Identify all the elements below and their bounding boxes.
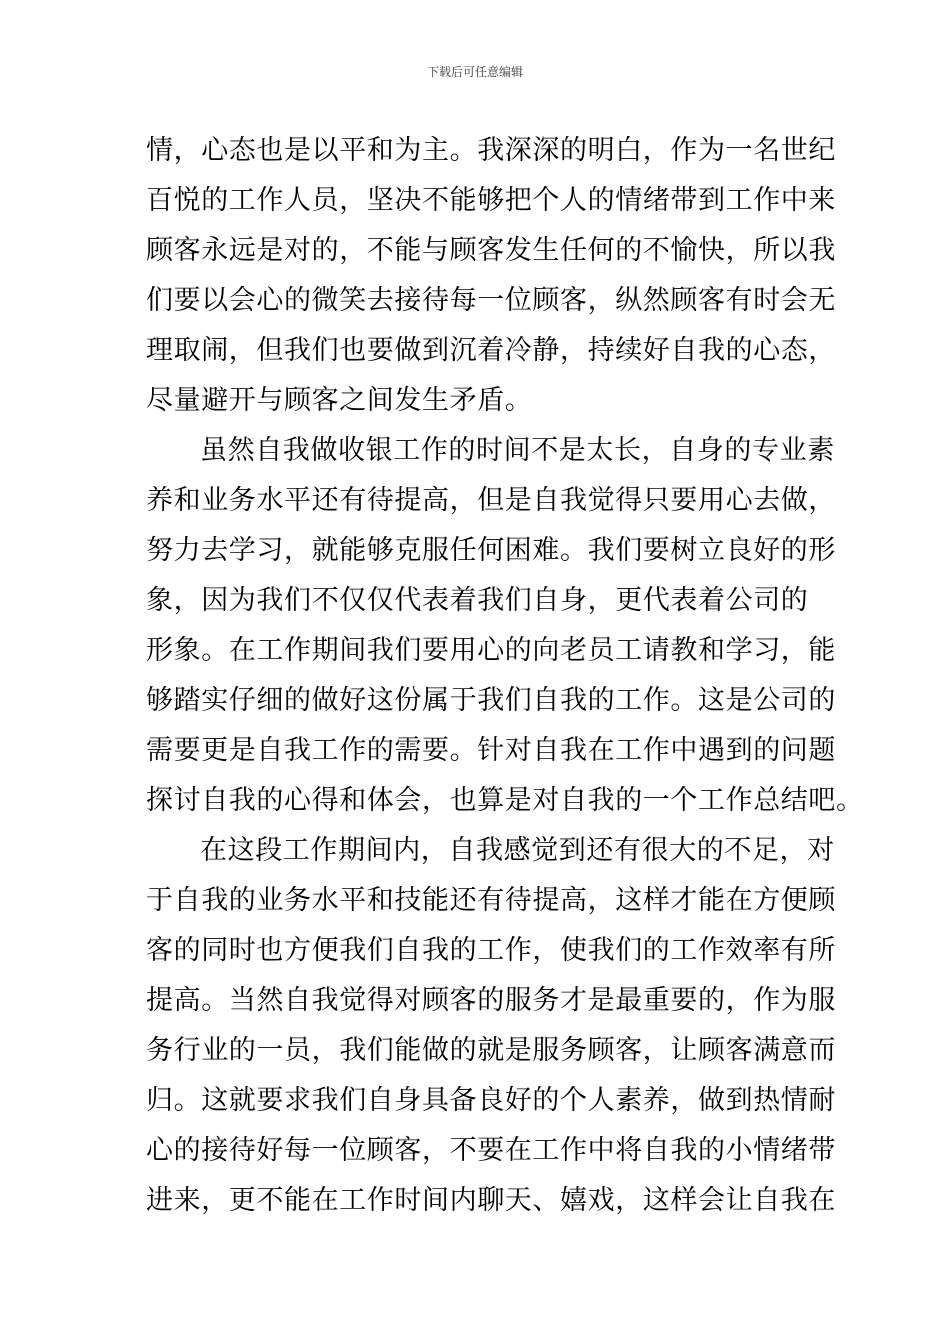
text-line: 于自我的业务水平和技能还有待提高，这样才能在方便顾 (146, 885, 836, 916)
text-line: 象，因为我们不仅仅代表着我们自身，更代表着公司的 (146, 585, 809, 616)
text-line: 归。这就要求我们自身具备良好的个人素养，做到热情耐 (146, 1085, 836, 1116)
text-line: 百悦的工作人员，坚决不能够把个人的情绪带到工作中来 (146, 185, 836, 216)
text-line: 努力去学习，就能够克服任何困难。我们要树立良好的形 (146, 535, 836, 566)
text-line: 形象。在工作期间我们要用心的向老员工请教和学习，能 (146, 635, 836, 666)
document-body (146, 126, 864, 1226)
text-line: 探讨自我的心得和体会，也算是对自我的一个工作总结吧。 (146, 785, 864, 816)
text-line: 客的同时也方便我们自我的工作，使我们的工作效率有所 (146, 935, 836, 966)
text-line: 进来，更不能在工作时间内聊天、嬉戏，这样会让自我在 (146, 1185, 836, 1216)
text-line: 理取闹，但我们也要做到沉着冷静，持续好自我的心态， (146, 335, 836, 366)
text-line: 提高。当然自我觉得对顾客的服务才是最重要的，作为服 (146, 985, 836, 1016)
text-line: 情，心态也是以平和为主。我深深的明白，作为一名世纪 (146, 135, 836, 166)
text-line: 尽量避开与顾客之间发生矛盾。 (146, 385, 533, 416)
paragraph-first-line: 虽然自我做收银工作的时间不是太长，自身的专业素 (200, 435, 835, 466)
text-line: 们要以会心的微笑去接待每一位顾客，纵然顾客有时会无 (146, 285, 836, 316)
text-line: 养和业务水平还有待提高，但是自我觉得只要用心去做， (146, 485, 836, 516)
paragraph-first-line: 在这段工作期间内，自我感觉到还有很大的不足，对 (200, 835, 835, 866)
text-line: 需要更是自我工作的需要。针对自我在工作中遇到的问题 (146, 735, 836, 766)
text-line: 心的接待好每一位顾客，不要在工作中将自我的小情绪带 (146, 1135, 836, 1166)
text-line: 顾客永远是对的，不能与顾客发生任何的不愉快，所以我 (146, 235, 836, 266)
text-line: 够踏实仔细的做好这份属于我们自我的工作。这是公司的 (146, 685, 836, 716)
page-header: 下载后可任意编辑 (426, 65, 523, 79)
text-line: 务行业的一员，我们能做的就是服务顾客，让顾客满意而 (146, 1035, 836, 1066)
